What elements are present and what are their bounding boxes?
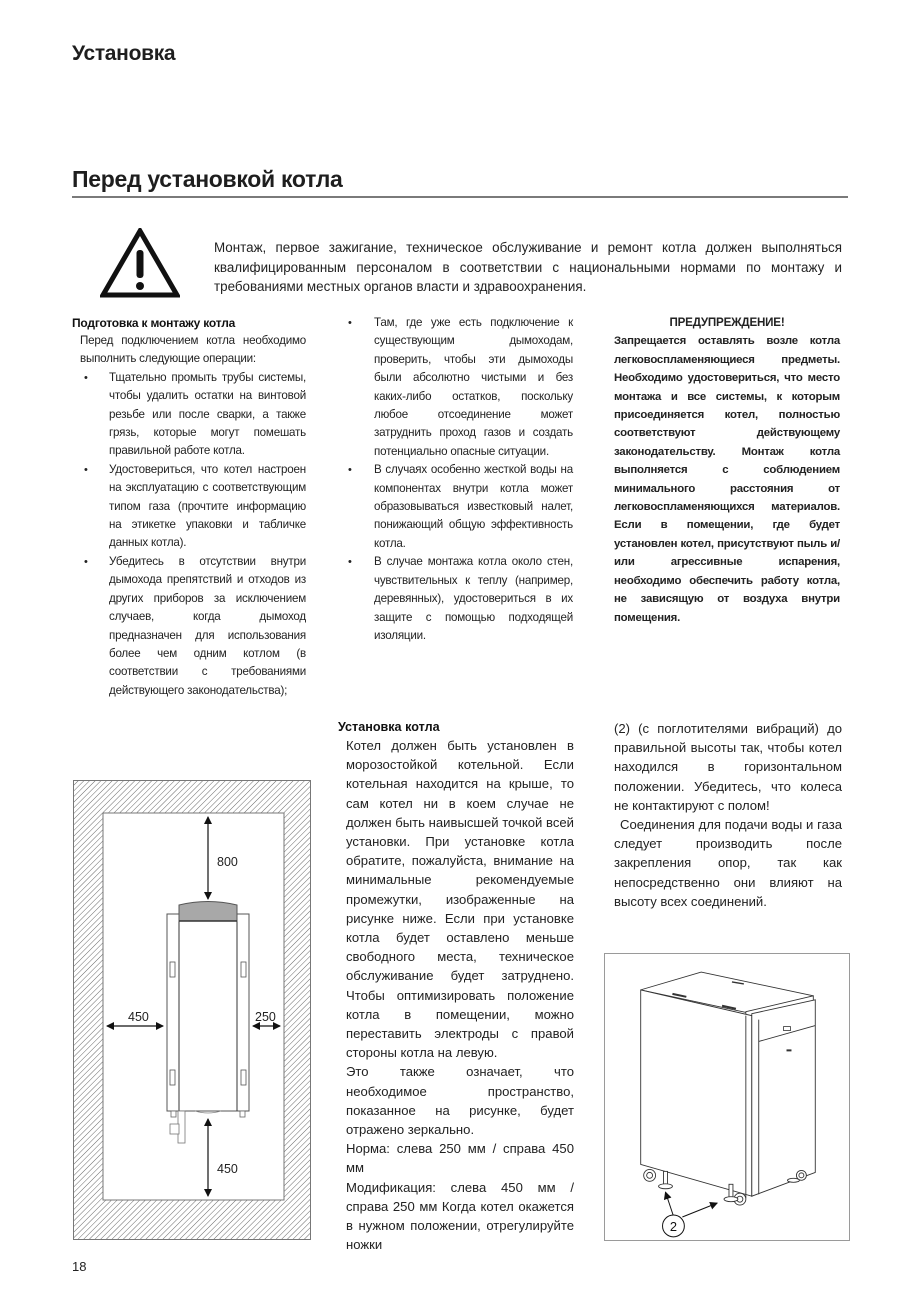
installation-column xyxy=(338,719,574,1254)
warning-triangle-icon xyxy=(100,228,180,298)
boiler-figure xyxy=(604,953,850,1241)
callout-number: 2 xyxy=(669,1218,678,1234)
list-item: • Там, где уже есть подключение к существующим дымоходам, проверить, чтобы эти дымоходы были абсолютно чистыми и без каких-либо остатков, поскольку любое отсоединение может затруднить проход газов и создать потенциально опасные ситуации. xyxy=(348,316,573,458)
clearance-diagram xyxy=(73,780,313,1240)
bullet-icon: • xyxy=(84,371,88,384)
installation-paragraph: Соединения для подачи воды и газа следует производить после закрепления опор, так как непосредственно они влияют на высоту всех соединений. xyxy=(614,817,842,909)
preparation-list-continued xyxy=(340,314,573,645)
list-item: • Удостовериться, что котел настроен на эксплуатацию с соответствующим типом газа (прочтите информацию на этикетке упаковки и табличке данных котла). xyxy=(84,462,306,550)
installation-column-continued xyxy=(614,719,842,911)
preparation-title: Подготовка к монтажу котла xyxy=(72,316,236,330)
heading-divider xyxy=(72,196,848,198)
list-item: • Убедитесь в отсутствии внутри дымохода препятствий и отходов из других приборов за исключением случаев, когда дымоход предназначен для использования более чем одним котлом (в соответствии с требованиями действующего законодательства); xyxy=(84,554,306,697)
intro-paragraph: Монтаж, первое зажигание, техническое обслуживание и ремонт котла должен выполняться квалифицированным персоналом в соответствии с национальными нормами по монтажу и требованиями местных органов власти и здравоохранения. xyxy=(214,240,842,294)
section-title: Установка xyxy=(72,42,176,65)
bullet-icon: • xyxy=(348,317,352,329)
warning-text: Запрещается оставлять возле котла легковоспламеняющиеся предметы. Необходимо удостовериться, что место монтажа и все системы, к которым присоединяется котел, полностью соответствуют действующему законодательству. Монтаж котла выполняется с соблюдением минимального расстояния от легковоспламеняющихся материалов. Если в помещении, где будет установлен котел, присутствуют пыль и/или агрессивные испарения, необходимо обеспечить работу котла, не зависящую от воздуха внутри помещения. xyxy=(614,335,840,624)
warning-block xyxy=(614,314,840,627)
list-item: • Тщательно промыть трубы системы, чтобы удалить остатки на винтовой резьбе или после сварки, а также грязь, которые могут помешать правильной работе котла. xyxy=(84,370,306,458)
list-item: • В случаях особенно жесткой воды на компонентах внутри котла может образовываться известковый налет, понижающий общую эффективность котла. xyxy=(348,463,573,550)
installation-paragraph: Котел должен быть установлен в морозостойкой котельной. Если котельная находится на крыше, то сам котел ни в коем случае не должен быть наивысшей точкой всей установки. При установке котла обратите, пожалуйста, внимание на минимальные рекомендуемые промежутки, изображенные на рисунке ниже. Если при установке котла будет оставлено меньше свободного места, техническое обслуживание будет затруднено. Чтобы оптимизировать положение котла в помещении, можно переставить электроды с правой стороны котла на левую. xyxy=(346,738,574,1061)
bullet-icon: • xyxy=(348,464,352,477)
page-heading: Перед установкой котла xyxy=(72,166,343,192)
bullet-icon: • xyxy=(84,555,88,568)
installation-title: Установка котла xyxy=(338,720,440,734)
warning-title: ПРЕДУПРЕЖДЕНИЕ! xyxy=(669,316,785,329)
installation-norm: Норма: слева 250 мм / справа 450 мм xyxy=(346,1141,574,1176)
preparation-lead: Перед подключением котла необходимо выполнить следующие операции: xyxy=(80,334,306,366)
installation-paragraph: Это также означает, что необходимое пространство, показанное на рисунке, будет отражено зеркально. xyxy=(346,1064,574,1138)
bullet-icon: • xyxy=(348,556,352,569)
preparation-column-continued xyxy=(340,314,573,645)
installation-paragraph: (2) (с поглотителями вибраций) до правильной высоты так, чтобы котел находился в горизонтальном положении. Убедитесь, что колеса не контактируют с полом! xyxy=(614,721,842,813)
bullet-icon: • xyxy=(84,463,88,476)
clearance-right-label: 250 xyxy=(255,1010,276,1024)
clearance-bottom-label: 450 xyxy=(217,1162,238,1176)
clearance-left-label: 450 xyxy=(128,1010,149,1024)
installation-modification: Модификация: слева 450 мм / справа 250 мм Когда котел окажется в нужном положении, отрегулируйте ножки xyxy=(346,1179,574,1253)
preparation-list xyxy=(72,369,306,700)
preparation-column xyxy=(72,314,306,700)
list-item: • В случае монтажа котла около стен, чувствительных к теплу (например, деревянных), удостовериться в их защите с помощью подходящей изоляции. xyxy=(348,555,573,642)
page-number: 18 xyxy=(72,1259,87,1274)
clearance-top-label: 800 xyxy=(217,855,238,869)
